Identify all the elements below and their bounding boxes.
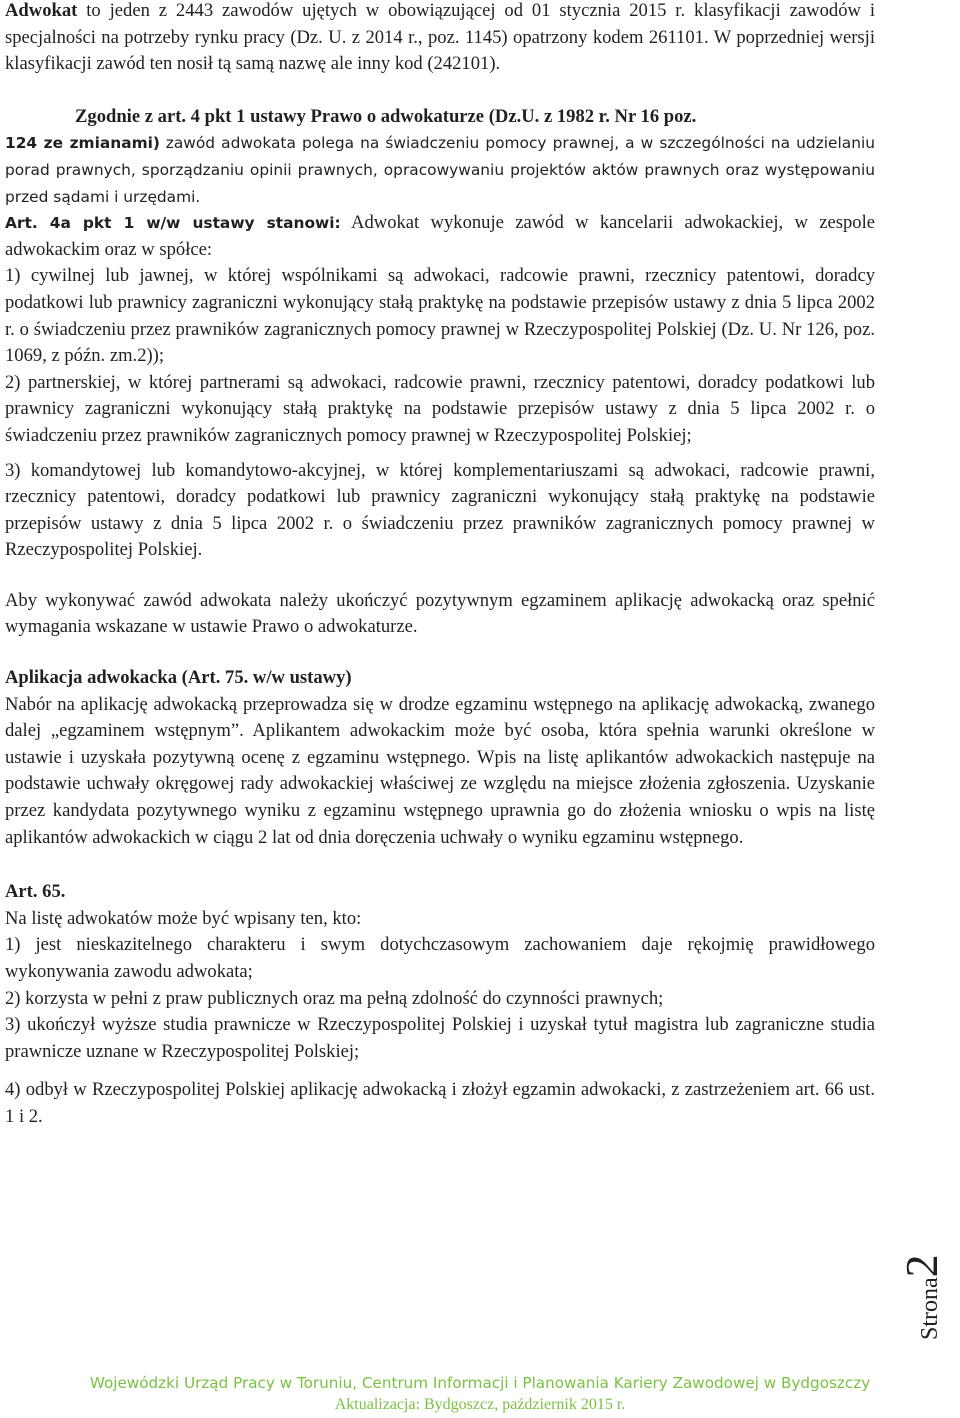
- page-number: 2: [896, 1254, 947, 1278]
- art65-intro: Na listę adwokatów może być wpisany ten, kto:: [5, 907, 362, 929]
- art4a-heading: Art. 4a pkt 1 w/w ustawy stanowi:: [5, 214, 341, 233]
- art65-item-2: 2) korzysta w pełni z praw publicznych oraz ma pełną zdolność do czynności prawnych;: [5, 987, 664, 1009]
- aplikacja-heading: Aplikacja adwokacka (Art. 75. w/w ustawy): [5, 667, 352, 689]
- definition-paragraph: [5, 104, 875, 210]
- document-body: [5, 0, 875, 1131]
- art65-item-1: 1) jest nieskazitelnego charakteru i swym dotychczasowym zachowaniem daje rękojmię prawidłowego wykonywania zawodu adwokata;: [5, 934, 875, 982]
- page-label-word: Strona: [917, 1277, 943, 1340]
- definition-text: zawód adwokata polega na świadczeniu pomocy prawnej, a w szczególności na udzielaniu porad prawnych, sporządzaniu opinii prawnych, opracowywaniu projektów aktów prawnych oraz występowaniu przed sądami i urzędami.: [5, 134, 875, 206]
- art65-item-3: 3) ukończył wyższe studia prawnicze w Rzeczypospolitej Polskiej i uzyskał tytuł magistra lub zagraniczne studia prawnicze uznane w Rzeczypospolitej Polskiej;: [5, 1014, 875, 1062]
- art65-item-4: 4) odbył w Rzeczypospolitej Polskiej aplikację adwokacką i złożył egzamin adwokacki, z zastrzeżeniem art. 66 ust. 1 i 2.: [5, 1079, 875, 1127]
- art4a-item-3: 3) komandytowej lub komandytowo-akcyjnej, w której komplementariuszami są adwokaci, radcowie prawni, rzecznicy patentowi, doradcy podatkowi lub prawnicy zagraniczni wykonujący stałą praktykę na podstawie przepisów ustawy z dnia 5 lipca 2002 r. o świadczeniu przez prawników zagranicznych pomocy prawnej w Rzeczypospolitej Polskiej.: [5, 459, 875, 561]
- footer-institution: Wojewódzki Urząd Pracy w Toruniu, Centrum Informacji i Planowania Kariery Zawodowej w Bydgoszczy: [89, 1374, 871, 1392]
- requirements-paragraph: Aby wykonywać zawód adwokata należy ukończyć pozytywnym egzaminem aplikację adwokacką oraz spełnić wymagania wskazane w ustawie Prawo o adwokaturze.: [5, 589, 875, 638]
- art4a-item-2: 2) partnerskiej, w której partnerami są adwokaci, radcowie prawni, rzecznicy patentowi, doradcy podatkowi lub prawnicy zagraniczni wykonujący stałą praktykę na podstawie przepisów ustawy z dnia 5 lipca 2002 r. o świadczeniu przez prawników zagranicznych pomocy prawnej w Rzeczypospolitej Polskiej;: [5, 371, 875, 446]
- term-adwokat: Adwokat: [5, 0, 78, 21]
- art4a-intro-text: Adwokat wykonuje zawód w kancelarii adwokackiej, w zespole adwokackim oraz w spółce:: [5, 212, 876, 260]
- intro-paragraph: [5, 0, 875, 78]
- intro-text: to jeden z 2443 zawodów ujętych w obowiązującej od 01 stycznia 2015 r. klasyfikacji zawodów i specjalności na potrzeby rynku pracy (Dz. U. z 2014 r., poz. 1145) opatrzony kodem 261101. W poprzedniej wersji klasyfikacji zawód ten nosił tą samą nazwę ale inny kod (242101).: [5, 0, 875, 75]
- definition-bold-sans: 124 ze zmianami): [5, 134, 160, 153]
- footer-update: Aktualizacja: Bydgoszcz, październik 2015 r.: [334, 1396, 626, 1413]
- art4a-item-1: 1) cywilnej lub jawnej, w której wspólnikami są adwokaci, radcowie prawni, rzecznicy patentowi, doradcy podatkowi lub prawnicy zagraniczni wykonujący stałą praktykę na podstawie przepisów ustawy z dnia 5 lipca 2002 r. o świadczeniu przez prawników zagranicznych pomocy prawnej w Rzeczypospolitej Polskiej (Dz. U. Nr 126, poz. 1069, z późn. zm.2));: [5, 265, 875, 367]
- page-number-label: [895, 1230, 959, 1340]
- art65-heading: Art. 65.: [5, 881, 66, 903]
- art4a-intro-paragraph: [5, 210, 875, 263]
- aplikacja-body: Nabór na aplikację adwokacką przeprowadza się w drodze egzaminu wstępnego na aplikację adwokacką, zwanego dalej „egzaminem wstępnym”. Aplikantem adwokackim może być osoba, która spełnia warunki określone w ustawie i uzyskała pozytywną ocenę z egzaminu wstępnego. Wpis na listę aplikantów adwokackich następuje na podstawie uchwały okręgowej rady adwokackiej właściwej ze względu na miejsce złożenia zgłoszenia. Uzyskanie przez kandydata pozytywnego wyniku z egzaminu wstępnego uprawnia go do złożenia wniosku o wpis na listę aplikantów adwokackich w ciągu 2 lat od dnia doręczenia uchwały o wyniku egzaminu wstępnego.: [5, 693, 875, 848]
- definition-bold-serif: Zgodnie z art. 4 pkt 1 ustawy Prawo o adwokaturze (Dz.U. z 1982 r. Nr 16 poz.: [75, 105, 697, 127]
